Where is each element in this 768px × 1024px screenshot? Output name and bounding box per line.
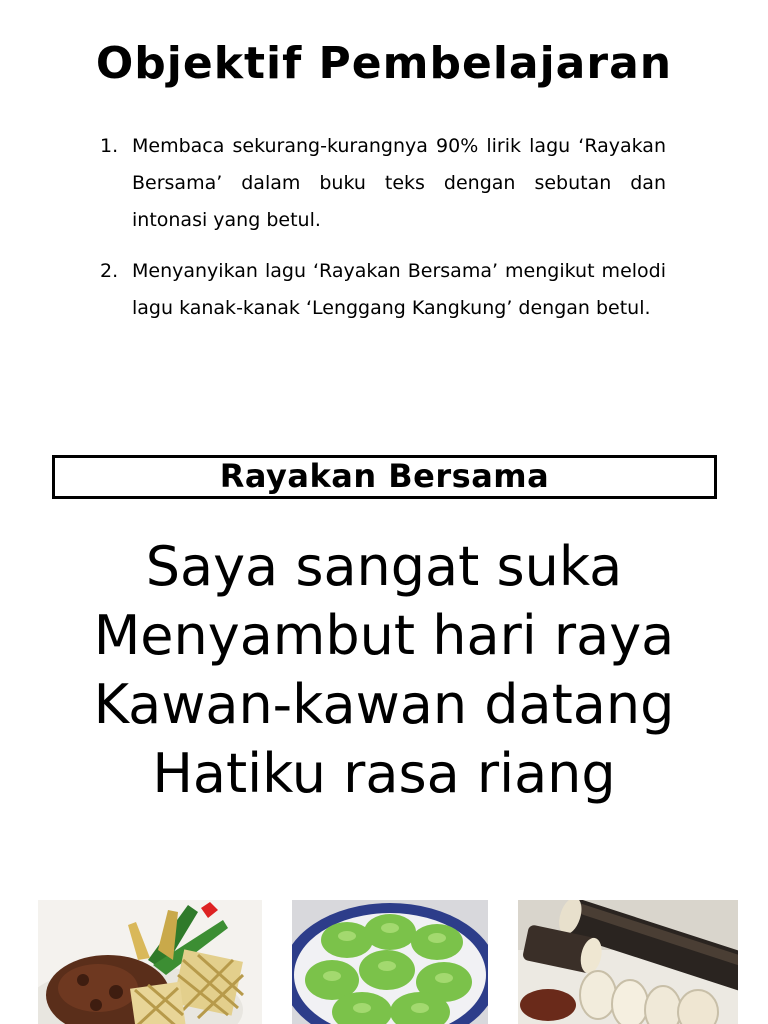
lyric-line: Saya sangat suka — [145, 535, 623, 598]
lyric-line: Hatiku rasa riang — [152, 742, 616, 805]
song-title: Rayakan Bersama — [52, 455, 717, 499]
objective-text: Membaca sekurang-kurangnya 90% lirik lagu ‘Rayakan Bersama’ dalam buku teks dengan sebutan dan intonasi yang betul. — [132, 135, 666, 231]
objective-number: 2. — [100, 260, 119, 282]
lyric-line: Menyambut hari raya — [93, 604, 675, 667]
objective-item — [100, 128, 666, 239]
song-lyrics — [0, 532, 768, 808]
lemang-photo — [518, 900, 738, 1024]
objective-item — [100, 253, 666, 327]
page-title: Objektif Pembelajaran — [95, 38, 673, 89]
objective-number: 1. — [100, 135, 119, 157]
kuih-green-cakes-photo — [292, 900, 488, 1024]
lyric-line: Kawan-kawan datang — [93, 673, 675, 736]
ketupat-rendang-photo — [38, 900, 262, 1024]
objectives-list — [100, 128, 666, 341]
objective-text: Menyanyikan lagu ‘Rayakan Bersama’ mengikut melodi lagu kanak-kanak ‘Lenggang Kangkung’ dengan betul. — [132, 260, 666, 319]
